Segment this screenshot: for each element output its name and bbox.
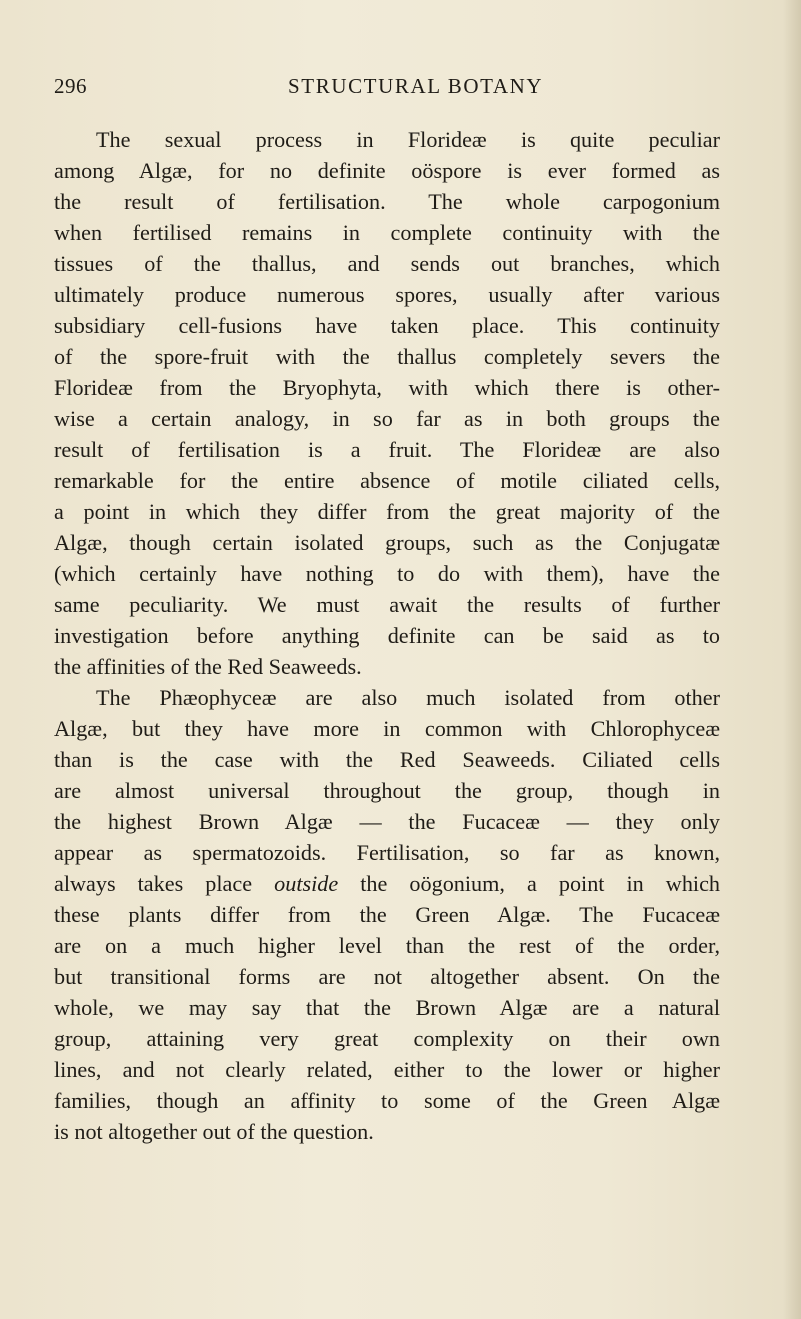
paragraph-line: families, though an affinity to some of the Green Algæ: [54, 1088, 720, 1113]
text-segment: the oögonium, a point in which: [360, 871, 721, 896]
paragraph-line: The Phæophyceæ are also much isolated from other: [96, 685, 720, 710]
running-title: STRUCTURAL BOTANY: [288, 74, 544, 98]
paragraph-line-with-italic: [54, 868, 720, 899]
paragraph-line: same peculiarity. We must await the results of further: [54, 592, 720, 617]
paragraph-line: investigation before anything definite can be said as to: [54, 623, 720, 648]
paragraph-line: Florideæ from the Bryophyta, with which there is other-: [54, 375, 720, 400]
paragraph-line: are on a much higher level than the rest of the order,: [54, 933, 720, 958]
paragraph-line: result of fertilisation is a fruit. The Florideæ are also: [54, 437, 720, 462]
paragraph-line: these plants differ from the Green Algæ. The Fucaceæ: [54, 902, 720, 927]
paragraph-line: the affinities of the Red Seaweeds.: [54, 654, 362, 679]
paragraph-line: Algæ, though certain isolated groups, such as the Conjugatæ: [54, 530, 720, 555]
paragraph-line: Algæ, but they have more in common with Chlorophyceæ: [54, 716, 720, 741]
body-text: [54, 124, 720, 1147]
paragraph-line: but transitional forms are not altogether absent. On the: [54, 964, 720, 989]
paragraph-line: wise a certain analogy, in so far as in both groups the: [54, 406, 720, 431]
paragraph-line: ultimately produce numerous spores, usually after various: [54, 282, 720, 307]
paragraph-line: The sexual process in Florideæ is quite peculiar: [96, 127, 720, 152]
paragraph-line: of the spore-fruit with the thallus completely severs the: [54, 344, 720, 369]
page-number: 296: [54, 74, 87, 98]
paragraph-line: group, attaining very great complexity on their own: [54, 1026, 720, 1051]
paragraph-line: appear as spermatozoids. Fertilisation, so far as known,: [54, 840, 720, 865]
paragraph-line: whole, we may say that the Brown Algæ are a natural: [54, 995, 720, 1020]
paragraph-line: lines, and not clearly related, either to the lower or higher: [54, 1057, 720, 1082]
text-segment: always takes place: [54, 871, 253, 896]
paragraph-line: (which certainly have nothing to do with them), have the: [54, 561, 720, 586]
paragraph-line: when fertilised remains in complete continuity with the: [54, 220, 720, 245]
paragraph-line: are almost universal throughout the group, though in: [54, 778, 720, 803]
paragraph-line: the highest Brown Algæ — the Fucaceæ — they only: [54, 809, 720, 834]
paragraph-line: a point in which they differ from the great majority of the: [54, 499, 720, 524]
page-edge-shadow: [783, 0, 801, 1319]
paragraph-line: among Algæ, for no definite oöspore is ever formed as: [54, 158, 720, 183]
paragraph-line: tissues of the thallus, and sends out branches, which: [54, 251, 720, 276]
paragraph-line: subsidiary cell-fusions have taken place. This continuity: [54, 313, 720, 338]
paragraph-line: is not altogether out of the question.: [54, 1119, 374, 1144]
italic-emphasis: outside: [274, 871, 339, 896]
paragraph-line: remarkable for the entire absence of motile ciliated cells,: [54, 468, 720, 493]
paragraph-line: than is the case with the Red Seaweeds. Ciliated cells: [54, 747, 720, 772]
paragraph-line: the result of fertilisation. The whole carpogonium: [54, 189, 720, 214]
page-header: [54, 74, 720, 104]
